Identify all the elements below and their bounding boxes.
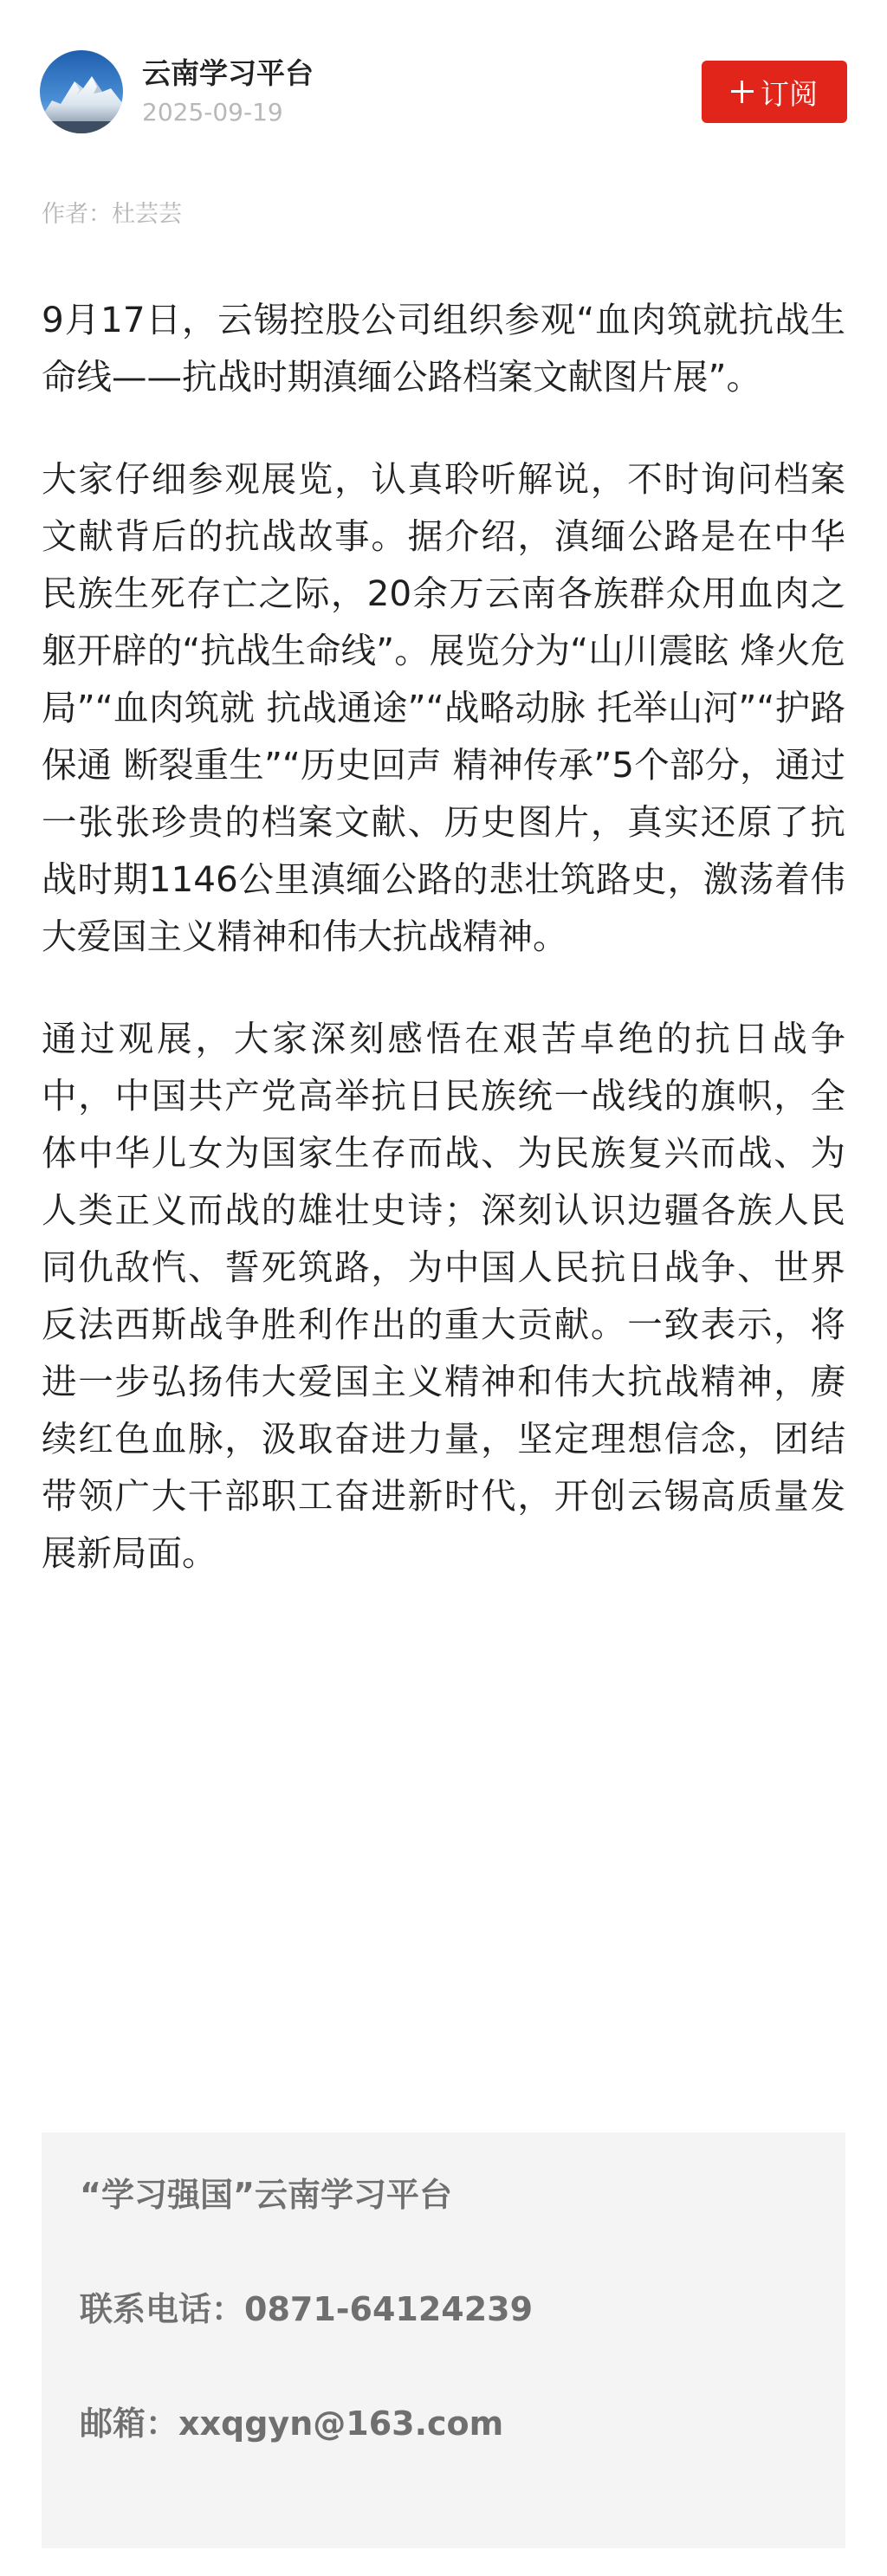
publisher-name[interactable]: 云南学习平台	[142, 56, 314, 90]
footer-email: 邮箱：xxqgyn@163.com	[80, 2404, 504, 2443]
contact-info-box	[42, 2133, 845, 2548]
footer-org-name: “学习强国”云南学习平台	[80, 2176, 452, 2214]
author-line: 作者：杜芸芸	[42, 201, 182, 228]
footer-phone: 联系电话：0871-64124239	[80, 2290, 534, 2328]
subscribe-label: 订阅	[761, 76, 818, 111]
mountain-landscape-icon	[40, 50, 123, 133]
publish-date: 2025-09-19	[142, 98, 283, 126]
article-header	[40, 50, 847, 135]
article-body	[42, 291, 845, 1627]
publisher-avatar[interactable]	[40, 50, 123, 133]
article-paragraph: 大家仔细参观展览，认真聆听解说，不时询问档案文献背后的抗战故事。据介绍，滇缅公路是在中华民族生死存亡之际，20余万云南各族群众用血肉之躯开辟的“抗战生命线”。展览分为“山川震眩 烽火危局”“血肉筑就 抗战通途”“战略动脉 托举山河”“护路保通 断裂重生”“历史回声 精神传承”5个部分，通过一张张珍贵的档案文献、历史图片，真实还原了抗战时期1146公里滇缅公路的悲壮筑路史，激荡着伟大爱国主义精神和伟大抗战精神。	[42, 458, 845, 957]
subscribe-button[interactable]	[702, 61, 847, 123]
article-paragraph: 9月17日，云锡控股公司组织参观“血肉筑就抗战生命线——抗战时期滇缅公路档案文献图片展”。	[42, 299, 845, 398]
plus-icon	[731, 81, 754, 103]
article-paragraph: 通过观展，大家深刻感悟在艰苦卓绝的抗日战争中，中国共产党高举抗日民族统一战线的旗帜，全体中华儿女为国家生存而战、为民族复兴而战、为人类正义而战的雄壮史诗；深刻认识边疆各族人民同仇敌忾、誓死筑路，为中国人民抗日战争、世界反法西斯战争胜利作出的重大贡献。一致表示，将进一步弘扬伟大爱国主义精神和伟大抗战精神，赓续红色血脉，汲取奋进力量，坚定理想信念，团结带领广大干部职工奋进新时代，开创云锡高质量发展新局面。	[42, 1018, 845, 1574]
